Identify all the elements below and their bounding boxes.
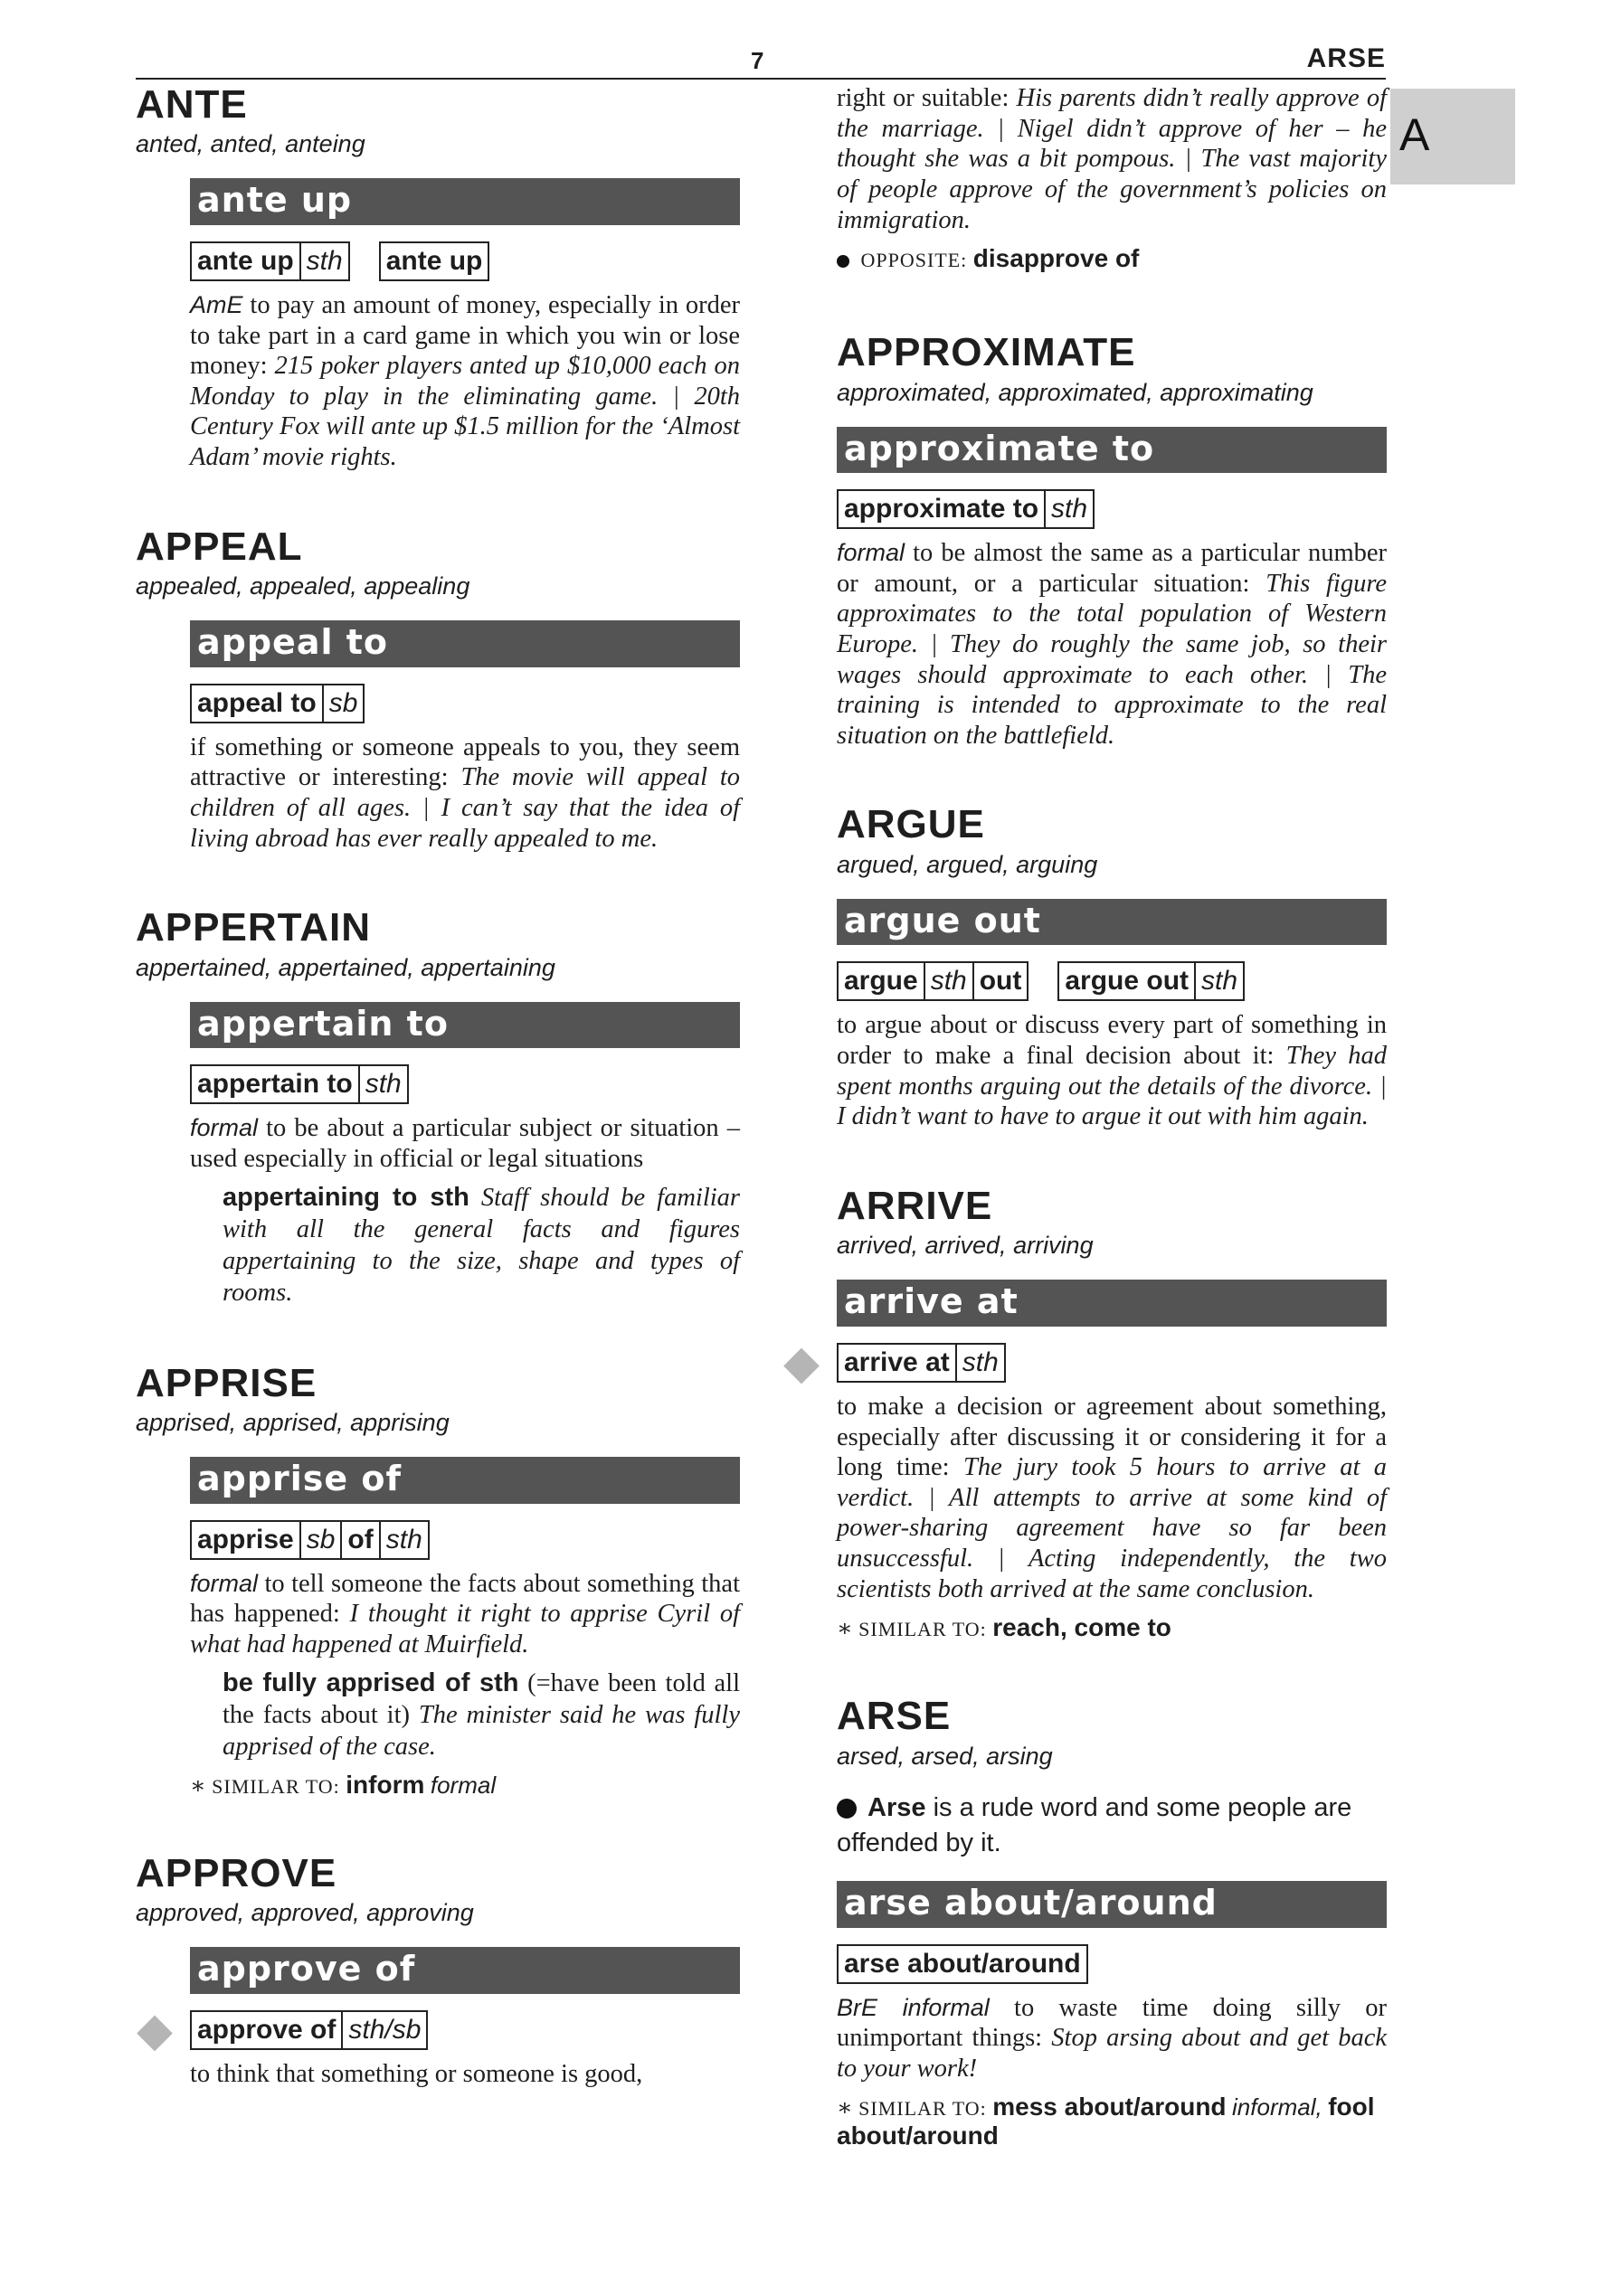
phrasal-verb-banner: argue out (837, 899, 1387, 946)
register-label: formal (190, 1569, 259, 1597)
definition-text: to make a decision or agreement about something, especially after discussing it or considering it for a long time: (837, 1392, 1387, 1482)
headword: ARGUE (837, 802, 985, 847)
xref-lead: SIMILAR TO: (858, 2097, 987, 2121)
entry-approve (136, 1852, 740, 2090)
definition-text: to think that something or someone is good, (190, 2059, 643, 2088)
phrasal-verb-banner: approximate to (837, 427, 1387, 474)
definition-text: right or suitable: (837, 84, 1010, 112)
definition-text: to be about a particular subject or situation – used especially in official or legal situations (190, 1114, 741, 1173)
thumb-index-tab: A (1390, 89, 1515, 184)
examples: They had spent months arguing out the details of the divorce. | I didn’t want to have to argue it out with him again. (837, 1042, 1388, 1131)
xref-label: informal, (1232, 2093, 1322, 2121)
cross-reference (837, 244, 1387, 273)
pattern-object: sth (955, 1345, 1004, 1381)
usage-patterns (190, 241, 740, 281)
usage-patterns (190, 1520, 740, 1560)
asterisk-icon: ∗ (837, 1615, 853, 1642)
usage-pattern (1057, 961, 1245, 1001)
verb-forms: approved, approved, approving (136, 1899, 474, 1927)
definition-continued (837, 83, 1387, 235)
pattern-object: sb (322, 685, 364, 722)
usage-pattern (837, 961, 1029, 1001)
key-word-diamond-icon: ◆ (137, 2002, 173, 2057)
bullet-icon (837, 1799, 857, 1819)
headword: ARSE (837, 1694, 952, 1739)
pattern-verb: ante up (385, 245, 483, 276)
usage-note (837, 1791, 1387, 1861)
definition-text: to pay an amount of money, especially in order to take part in a card game in which you win or lose money: (190, 290, 741, 381)
usage-patterns (137, 2002, 740, 2057)
sub-sense (190, 1183, 740, 1309)
usage-pattern (837, 489, 1095, 529)
xref-term: reach, come to (992, 1613, 1171, 1642)
usage-patterns (190, 684, 740, 723)
pattern-object: sth/sb (341, 2012, 426, 2048)
pattern-verb: appertain to (197, 1069, 353, 1100)
usage-patterns (837, 961, 1387, 1001)
xref-term: disapprove of (972, 244, 1140, 273)
headword: APPEAL (136, 524, 303, 569)
pattern-object: sth (924, 963, 972, 999)
usage-pattern (190, 684, 365, 723)
asterisk-icon: ∗ (837, 2094, 853, 2121)
examples: The jury took 5 hours to arrive at a verdict. | All attempts to arrive at some kind of power-sharing agreement have so far been unsuccessful. | Acting independently, the two scientists both arrived at the same conclusion. (837, 1453, 1387, 1603)
left-column (136, 83, 740, 2141)
usage-pattern (190, 241, 350, 281)
definition-text: to tell someone the facts about something that has happened: (190, 1569, 740, 1629)
phrasal-verb-banner: apprise of (190, 1457, 740, 1504)
phrasal-verb-banner: arse about/around (837, 1881, 1387, 1928)
verb-forms: argued, argued, arguing (837, 850, 1098, 878)
examples: Staff should be familiar with all the general facts and figures appertaining to the size, shape and types of rooms. (223, 1184, 741, 1307)
key-word-diamond-icon: ◆ (783, 1335, 820, 1390)
register-label: formal (190, 1114, 259, 1142)
register-label: AmE (190, 290, 243, 318)
sub-sense-head: be fully apprised of sth (223, 1668, 519, 1698)
examples: This figure approximates to the total population of Western Europe. | They do roughly the same job, so their wages should approximate to each other. | The training is intended to approximate to the real situation on the battlefield. (837, 569, 1388, 750)
headword: APPRISE (136, 1360, 318, 1405)
register-label: formal (837, 539, 905, 567)
pattern-verb: apprise (197, 1524, 294, 1554)
entry-apprise (136, 1362, 740, 1800)
usage-pattern (190, 2010, 428, 2050)
definition-text: to waste time doing silly or unimportant things: (837, 1993, 1388, 2053)
usage-patterns (837, 489, 1387, 529)
usage-pattern (837, 1343, 1006, 1383)
examples: The minister said he was fully apprised of the case. (223, 1701, 740, 1761)
verb-forms: appertained, appertained, appertaining (136, 953, 555, 981)
verb-forms: approximated, approximated, approximating (837, 378, 1313, 406)
entry-ante (136, 83, 740, 473)
definition (837, 1392, 1387, 1604)
phrasal-verb-banner: appeal to (190, 620, 740, 667)
asterisk-icon: ∗ (190, 1772, 206, 1799)
definition (837, 538, 1387, 751)
cross-reference (837, 2093, 1387, 2150)
definition (190, 732, 740, 855)
xref-term: fool about/around (837, 2093, 1375, 2150)
headword: APPERTAIN (136, 905, 371, 950)
examples: His parents didn’t really approve of the marriage. | Nigel didn’t approve of her – he thought she was a bit pompous. | The vast majority of people approve of the government’s policies on immigration. (837, 84, 1388, 234)
examples: Stop arsing about and get back to your work! (837, 2024, 1387, 2083)
phrasal-verb-banner: approve of (190, 1947, 740, 1994)
page-header (136, 43, 1386, 80)
pattern-verb: approve of (197, 2014, 337, 2045)
page-number: 7 (751, 47, 764, 74)
definition (190, 1569, 740, 1660)
entry-appeal (136, 525, 740, 854)
verb-forms: apprised, apprised, apprising (136, 1408, 450, 1436)
xref-label: formal (430, 1771, 497, 1799)
usage-patterns (190, 1064, 740, 1104)
definition (190, 290, 740, 473)
entry-approve-continued (837, 83, 1387, 273)
pattern-object: sth (1044, 491, 1093, 527)
xref-term: inform (346, 1770, 425, 1799)
pattern-object: sth (299, 243, 348, 279)
cross-reference (190, 1771, 740, 1800)
pattern-verb: ante up (197, 245, 294, 276)
entry-argue (837, 803, 1387, 1131)
entry-arrive (783, 1183, 1387, 1642)
examples: 215 poker players anted up $10,000 each on Monday to play in the eliminating game. | 20th Century Fox will ante up $1.5 million for the ‘Almost Adam’ movie rights. (190, 352, 740, 472)
usage-pattern (190, 1520, 430, 1560)
usage-pattern (379, 241, 490, 281)
headword: APPROVE (136, 1850, 337, 1895)
pattern-verb: approximate to (844, 494, 1039, 524)
headword: ANTE (136, 82, 248, 127)
pattern-verb: appeal to (197, 687, 317, 718)
usage-pattern (837, 1944, 1088, 1984)
xref-term: mess about/around (992, 2093, 1227, 2121)
definition-text: to be almost the same as a particular number or amount, or a particular situation: (837, 539, 1388, 598)
cross-reference (837, 1613, 1387, 1642)
definition (190, 1113, 740, 1174)
note-text: is a rude word and some people are offended by it. (837, 1792, 1352, 1857)
bullet-icon (837, 255, 849, 268)
pattern-object: sth (379, 1522, 428, 1558)
register-label: BrE informal (837, 1993, 990, 2021)
pattern-object: sth (1194, 963, 1243, 999)
definition-text: if something or someone appeals to you, they seem attractive or interesting: (190, 732, 740, 792)
definition (837, 1993, 1387, 2084)
phrasal-verb-banner: appertain to (190, 1002, 740, 1049)
phrasal-verb-banner: arrive at (837, 1280, 1387, 1327)
pattern-particle: out (972, 963, 1028, 999)
definition (190, 2059, 740, 2090)
xref-lead: SIMILAR TO: (212, 1774, 340, 1798)
sub-sense (190, 1668, 740, 1762)
entry-appertain (136, 906, 740, 1309)
verb-forms: arsed, arsed, arsing (837, 1742, 1053, 1770)
pattern-object: sb (299, 1522, 341, 1558)
right-column (783, 83, 1388, 2203)
definition-text: to argue about or discuss every part of something in order to make a final decision about it: (837, 1011, 1387, 1071)
xref-lead: OPPOSITE: (860, 249, 968, 272)
pattern-verb: arrive at (844, 1346, 950, 1377)
phrasal-verb-banner: ante up (190, 178, 740, 225)
usage-pattern (190, 1064, 409, 1104)
usage-patterns (837, 1944, 1387, 1984)
definition (837, 1010, 1387, 1132)
sub-sense-gloss: (=have been told all the facts about it) (223, 1669, 740, 1730)
running-head: ARSE (1306, 43, 1386, 73)
headword: APPROXIMATE (837, 330, 1136, 375)
sub-sense-head: appertaining to sth (223, 1183, 469, 1213)
headword: ARRIVE (837, 1183, 993, 1228)
examples: I thought it right to apprise Cyril of what had happened at Muirfield. (190, 1600, 741, 1658)
entry-approximate (837, 331, 1387, 751)
verb-forms: arrived, arrived, arriving (837, 1232, 1094, 1260)
xref-lead: SIMILAR TO: (858, 1618, 987, 1641)
pattern-verb: argue (844, 966, 918, 997)
verb-forms: appealed, appealed, appealing (136, 572, 470, 600)
pattern-verb: arse about/around (844, 1948, 1081, 1979)
usage-patterns (783, 1335, 1387, 1390)
verb-forms: anted, anted, anteing (136, 130, 365, 158)
entry-arse (837, 1695, 1387, 2150)
pattern-object: sth (358, 1066, 407, 1102)
examples: The movie will appeal to children of all ages. | I can’t say that the idea of living abroad has ever really appealed to me. (190, 763, 740, 853)
pattern-particle: of (340, 1522, 378, 1558)
pattern-verb: argue out (1065, 966, 1190, 997)
note-word: Arse (867, 1792, 926, 1822)
